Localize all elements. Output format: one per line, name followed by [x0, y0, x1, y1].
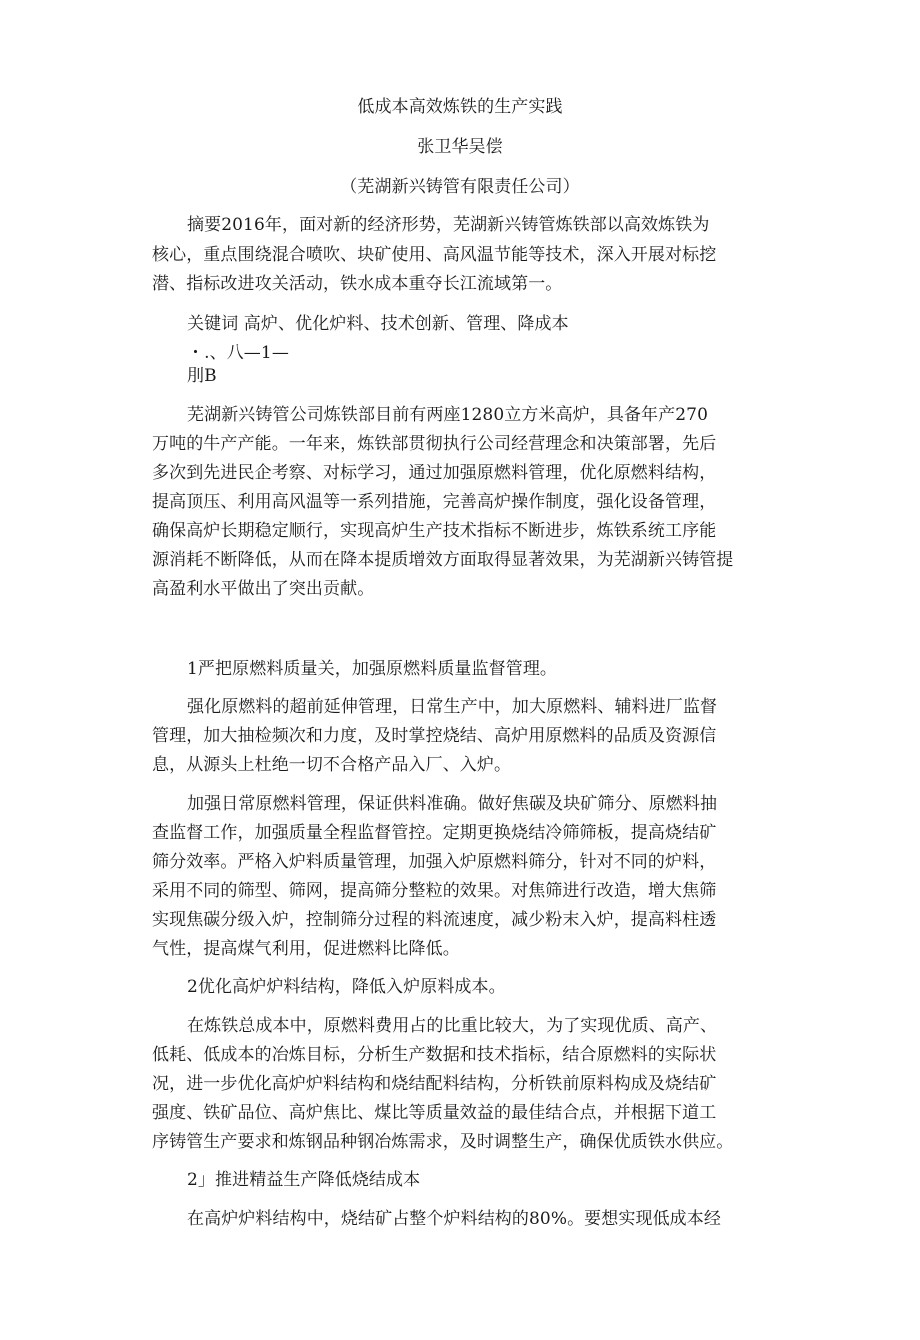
abstract-line: 核心，重点围绕混合喷吹、块矿使用、高风温节能等技术，深入开展对标挖	[152, 245, 717, 265]
paragraph-line: 芜湖新兴铸管公司炼铁部目前有两座1280立方米高炉，具备年产270	[187, 405, 709, 425]
document-authors: 张卫华吴偿	[417, 137, 503, 157]
paragraph-line: 序铸管生产要求和炼钢品种钢冶炼需求，及时调整生产，确保优质铁水供应。	[152, 1132, 734, 1152]
paragraph-line: 确保高炉长期稳定顺行，实现高炉生产技术指标不断进步，炼铁系统工序能	[152, 521, 717, 541]
paragraph-line: 息，从源头上杜绝一切不合格产品入厂、入炉。	[152, 755, 512, 775]
paragraph-line: 强度、铁矿品位、高炉焦比、煤比等质量效益的最佳结合点，并根据下道工	[152, 1103, 717, 1123]
ocr-artifact-line: 刖B	[187, 366, 217, 386]
paragraph-line: 万吨的牛产产能。一年来，炼铁部贯彻执行公司经营理念和决策部署，先后	[152, 434, 717, 454]
document-affiliation: （芜湖新兴铸管有限责任公司）	[340, 177, 580, 197]
paragraph-line: 实现焦碳分级入炉，控制筛分过程的料流速度，减少粉末入炉，提高料柱透	[152, 910, 717, 930]
paragraph-line: 采用不同的筛型、筛网，提高筛分整粒的效果。对焦筛进行改造，增大焦筛	[152, 881, 717, 901]
paragraph-line: 在炼铁总成本中，原燃料费用占的比重比较大，为了实现优质、高产、	[187, 1016, 718, 1036]
ocr-artifact-line: ・.、八—1—	[187, 343, 289, 363]
keywords: 关键词 高炉、优化炉料、技术创新、管理、降成本	[187, 314, 569, 334]
abstract-line: 摘要2016年，面对新的经济形势，芜湖新兴铸管炼铁部以高效炼铁为	[187, 215, 710, 235]
paragraph-line: 筛分效率。严格入炉料质量管理，加强入炉原燃料筛分，针对不同的炉料，	[152, 852, 717, 872]
paragraph-line: 强化原燃料的超前延伸管理，日常生产中，加大原燃料、辅料进厂监督	[187, 697, 718, 717]
paragraph-line: 查监督工作，加强质量全程监督管控。定期更换烧结冷筛筛板，提高烧结矿	[152, 823, 717, 843]
document-title: 低成本高效炼铁的生产实践	[357, 97, 563, 117]
section-heading: 2优化高炉炉料结构，降低入炉原料成本。	[187, 977, 506, 997]
abstract-line: 潜、指标改进攻关活动，铁水成本重夺长江流域第一。	[152, 274, 563, 294]
paragraph-line: 源消耗不断降低，从而在降本提质增效方面取得显著效果，为芜湖新兴铸管提	[152, 550, 734, 570]
paragraph-line: 高盈利水平做出了突出贡献。	[152, 579, 375, 599]
paragraph-line: 提高顶压、利用高风温等一系列措施，完善高炉操作制度，强化设备管理，	[152, 492, 717, 512]
paragraph-line: 气性，提高煤气利用，促进燃料比降低。	[152, 939, 460, 959]
subsection-heading: 2」推进精益生产降低烧结成本	[187, 1170, 421, 1190]
paragraph-line: 加强日常原燃料管理，保证供料准确。做好焦碳及块矿筛分、原燃料抽	[187, 794, 718, 814]
paragraph-line: 况，进一步优化高炉炉料结构和烧结配料结构，分析铁前原料构成及烧结矿	[152, 1074, 717, 1094]
paragraph-line: 低耗、低成本的冶炼目标，分析生产数据和技术指标，结合原燃料的实际状	[152, 1045, 717, 1065]
paragraph-line: 管理，加大抽检频次和力度，及时掌控烧结、高炉用原燃料的品质及资源信	[152, 726, 717, 746]
paragraph-line: 在高炉炉料结构中，烧结矿占整个炉料结构的80%。要想实现低成本经	[187, 1209, 721, 1229]
section-heading: 1严把原燃料质量关，加强原燃料质量监督管理。	[187, 659, 558, 679]
paragraph-line: 多次到先进民企考察、对标学习，通过加强原燃料管理，优化原燃料结构，	[152, 463, 717, 483]
